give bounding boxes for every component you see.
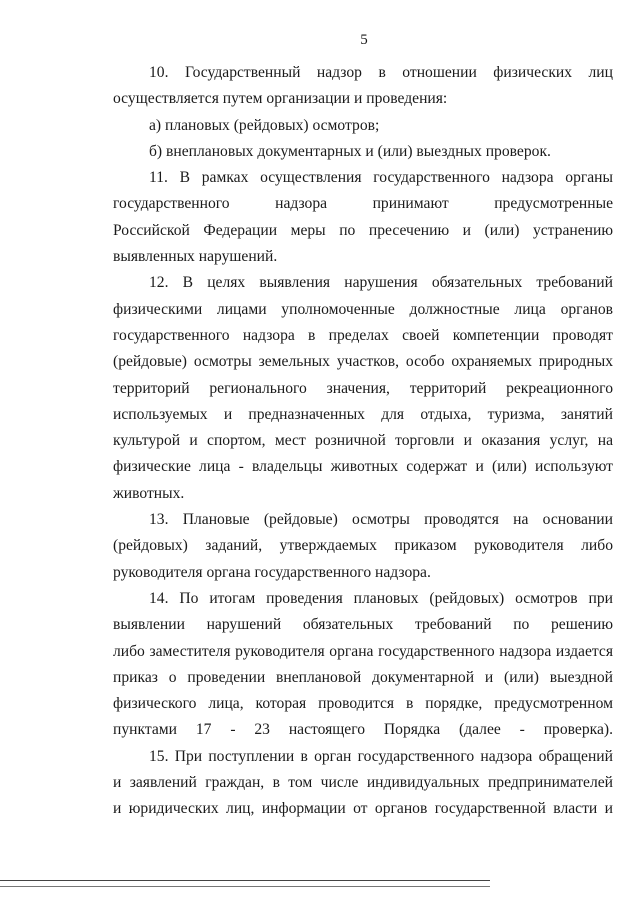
text-line: животных. bbox=[113, 484, 185, 502]
text-line: физическими лицами уполномоченные должностные лица органов bbox=[113, 300, 613, 318]
text-line: пунктами 17 - 23 настоящего Порядка (далее - проверка). bbox=[113, 721, 613, 739]
text-line: используемых и предназначенных для отдыха, туризма, занятий bbox=[113, 405, 613, 423]
text-line: 10. Государственный надзор в отношении физических лиц bbox=[149, 64, 613, 81]
text-line: 13. Плановые (рейдовые) осмотры проводятся на основании bbox=[149, 511, 613, 529]
text-line: выявленных нарушений. bbox=[113, 248, 278, 266]
text-line: б) внеплановых документарных и (или) выездных проверок. bbox=[149, 142, 551, 160]
text-line: и заявлений граждан, в том числе индивидуальных предпринимателей bbox=[113, 774, 613, 792]
text-line: (рейдовых) заданий, утверждаемых приказом руководителя либо bbox=[113, 537, 613, 555]
text-line: либо заместителя руководителя органа государственного надзора издается bbox=[113, 642, 613, 660]
text-line: культурой и спортом, мест розничной торговли и оказания услуг, на bbox=[113, 432, 613, 450]
text-line: 11. В рамках осуществления государственного надзора органы bbox=[149, 169, 613, 187]
text-line: физические лица - владельцы животных содержат и (или) используют bbox=[113, 458, 613, 476]
text-line: государственного надзора принимают предусмотренные bbox=[113, 195, 613, 213]
text-line: (рейдовые) осмотры земельных участков, особо охраняемых природных bbox=[113, 353, 613, 371]
text-line: Российской Федерации меры по пресечению и (или) устранению bbox=[113, 221, 613, 239]
text-line: а) плановых (рейдовых) осмотров; bbox=[149, 116, 380, 134]
text-line: 14. По итогам проведения плановых (рейдовых) осмотров при bbox=[149, 589, 613, 607]
text-line: приказ о проведении внеплановой документарной и (или) выездной bbox=[113, 668, 613, 686]
text-line: государственного надзора в пределах своей компетенции проводят bbox=[113, 326, 613, 344]
page-number: 5 bbox=[360, 32, 368, 48]
text-line: территорий регионального значения, территорий рекреационного bbox=[113, 379, 613, 397]
text-line: осуществляется путем организации и проведения: bbox=[113, 90, 448, 108]
text-line: и юридических лиц, информации от органов государственной власти и bbox=[113, 800, 613, 818]
footer-rule bbox=[0, 880, 490, 881]
text-line: 12. В целях выявления нарушения обязательных требований bbox=[149, 274, 613, 292]
document-body bbox=[113, 60, 613, 823]
text-line: выявлении нарушений обязательных требований по решению bbox=[113, 616, 613, 634]
text-line: руководителя органа государственного надзора. bbox=[113, 563, 431, 581]
text-line: физического лица, которая проводится в порядке, предусмотренном bbox=[113, 695, 613, 713]
footer-rule-secondary bbox=[0, 886, 490, 887]
text-line: 15. При поступлении в орган государственного надзора обращений bbox=[149, 747, 613, 765]
